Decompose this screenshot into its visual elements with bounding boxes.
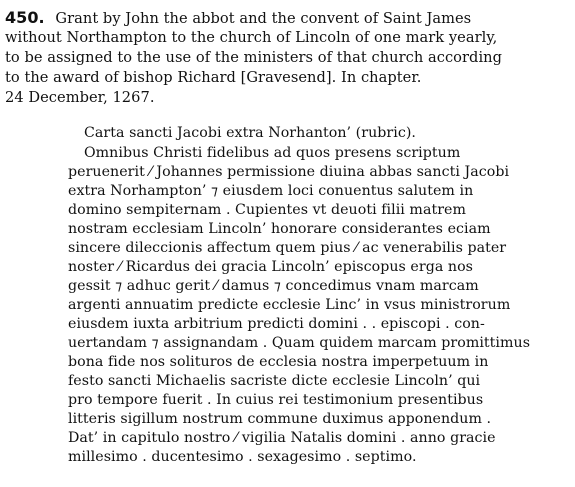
summary-line: 24 December, 1267. xyxy=(5,89,155,106)
charter-line: eiusdem iuxta arbitrium predicti domini . . episcopi . con- xyxy=(68,316,485,332)
summary-line: to the award of bishop Richard [Gravesend]. In chapter. xyxy=(5,69,422,86)
charter-line: bona fide nos solituros de ecclesia nostra imperpetuum in xyxy=(68,354,489,370)
entry-first-line xyxy=(5,9,471,28)
charter-line: peruenerit ⁄ Johannes permissione diuina abbas sancti Jacobi xyxy=(68,164,510,180)
charter-rubric: Carta sancti Jacobi extra Norhanton’ (rubric). xyxy=(84,125,416,141)
charter-line: noster ⁄ Ricardus dei gracia Lincoln’ episcopus erga nos xyxy=(68,259,474,275)
charter-line: festo sancti Michaelis sacriste dicte ecclesie Lincoln’ qui xyxy=(68,373,481,389)
summary-line: Grant by John the abbot and the convent of Saint James xyxy=(55,10,472,27)
charter-line: Dat’ in capitulo nostro ⁄ vigilia Natalis domini . anno gracie xyxy=(68,430,496,446)
charter-line: pro tempore fuerit . In cuius rei testimonium presentibus xyxy=(68,392,484,408)
charter-line: gessit ⁊ adhuc gerit ⁄ damus ⁊ concedimus vnam marcam xyxy=(68,278,479,294)
charter-line: Omnibus Christi fidelibus ad quos presens scriptum xyxy=(84,145,461,161)
charter-line: litteris sigillum nostrum commune duximus apponendum . xyxy=(68,411,492,427)
entry-number: 450. xyxy=(5,8,45,27)
charter-line: millesimo . ducentesimo . sexagesimo . septimo. xyxy=(68,449,417,465)
charter-line: domino sempiternam . Cupientes vt deuoti filii matrem xyxy=(68,202,466,218)
charter-line: argenti annuatim predicte ecclesie Linc’ in vsus ministrorum xyxy=(68,297,511,313)
charter-line: nostram ecclesiam Lincoln’ honorare considerantes eciam xyxy=(68,221,491,237)
summary-line: to be assigned to the use of the ministers of that church according xyxy=(5,49,502,66)
summary-line: without Northampton to the church of Lincoln of one mark yearly, xyxy=(5,29,498,46)
charter-line: sincere dileccionis affectum quem pius ⁄ ac venerabilis pater xyxy=(68,240,507,256)
charter-line: extra Norhampton’ ⁊ eiusdem loci conuentus salutem in xyxy=(68,183,474,199)
charter-line: uertandam ⁊ assignandam . Quam quidem marcam promittimus xyxy=(68,335,531,351)
